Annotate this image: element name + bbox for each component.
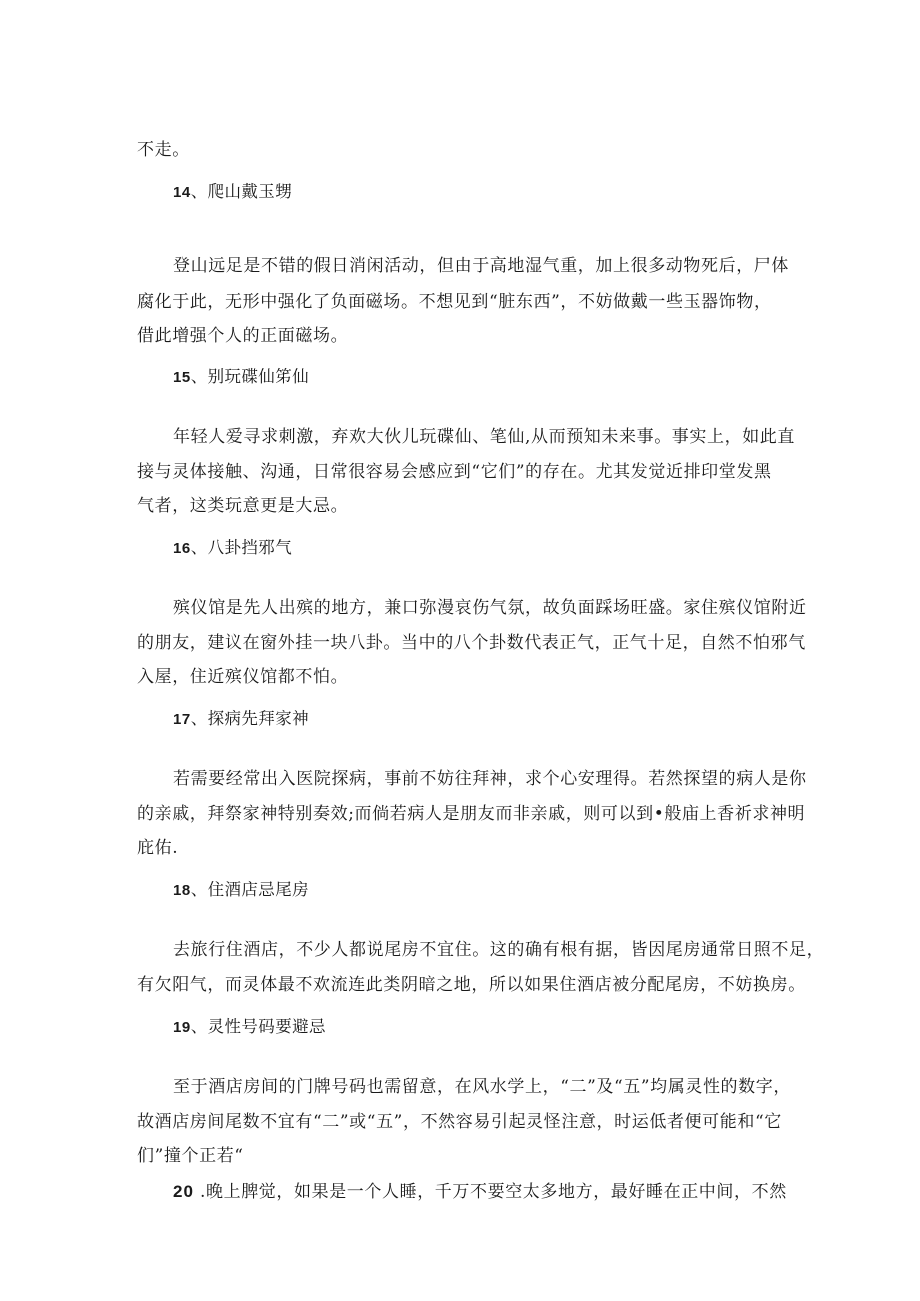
paragraph-line: 入屋，住近殡仪馆都不怕。: [137, 667, 349, 687]
section-number: 19: [173, 1019, 191, 1036]
section-title: 爬山戴玉甥: [207, 182, 293, 201]
section-heading-14: [173, 180, 292, 205]
paragraph-line: 接与灵体接触、沟通，日常很容易会感应到“它们”的存在。尤其发觉近排印堂发黑: [137, 462, 772, 482]
section-sep: 、: [190, 880, 208, 899]
section-number: 17: [173, 711, 191, 728]
section-heading-19: [173, 1015, 326, 1040]
fragment-top: 不走。: [137, 140, 190, 160]
section-heading-15: [173, 365, 309, 390]
section-title: 探病先拜家神: [207, 709, 309, 728]
section-title: 灵性号码要避忌: [207, 1017, 326, 1036]
paragraph-line: 气者，这类玩意更是大忌。: [137, 496, 349, 516]
paragraph-line: 有欠阳气，而灵体最不欢流连此类阴暗之地，所以如果住酒店被分配尾房，不妨换房。: [137, 975, 806, 995]
section-sep: 、: [190, 709, 208, 728]
item-20-number: 20: [173, 1182, 194, 1201]
section-number: 15: [173, 369, 191, 386]
section-sep: 、: [190, 182, 208, 201]
paragraph-line: 殡仪馆是先人出殡的地方，兼口弥漫哀伤气氛，故负面踩场旺盛。家住殡仪馆附近: [173, 598, 807, 618]
section-heading-17: [173, 707, 309, 732]
item-20-text: .晚上脾觉，如果是一个人睡，千万不要空太多地方，最好睡在正中间，不然: [200, 1182, 787, 1202]
section-number: 16: [173, 540, 191, 557]
section-title: 八卦挡邪气: [207, 538, 293, 557]
paragraph-line: 们”撞个正若“: [137, 1146, 244, 1166]
section-sep: 、: [190, 1017, 208, 1036]
section-heading-16: [173, 536, 292, 561]
section-number: 14: [173, 184, 191, 201]
paragraph-line: 腐化于此，无形中强化了负面磁场。不想见到“脏东西”，不妨做戴一些玉器饰物，: [137, 292, 772, 312]
paragraph-line: 故酒店房间尾数不宜有“二”或“五”，不然容易引起灵怪注意，时运低者便可能和“它: [137, 1112, 782, 1132]
paragraph-line: 的亲戚，拜祭家神特别奏效;而倘若病人是朋友而非亲戚，则可以到•般庙上香祈求神明: [137, 804, 806, 824]
paragraph-line: 的朋友，建议在窗外挂一块八卦。当中的八个卦数代表正气，正气十足，自然不怕邪气: [137, 633, 806, 653]
section-sep: 、: [190, 367, 208, 386]
section-number: 18: [173, 882, 191, 899]
section-sep: 、: [190, 538, 208, 557]
paragraph-line: 庇佑.: [137, 838, 179, 858]
paragraph-line: 年轻人爱寻求刺激，弃欢大伙儿玩碟仙、笔仙,从而预知未来事。事实上，如此直: [173, 427, 796, 447]
paragraph-line: 若需要经常出入医院探病，事前不妨往拜神，求个心安理得。若然探望的病人是你: [173, 769, 807, 789]
section-title: 别玩碟仙笫仙: [207, 367, 309, 386]
paragraph-line: 至于酒店房间的门牌号码也需留意，在风水学上，“二”及“五”均属灵性的数字，: [173, 1077, 791, 1097]
paragraph-line: 借此增强个人的正面磁场。: [137, 326, 349, 346]
section-heading-18: [173, 878, 309, 903]
section-title: 住酒店忌尾房: [207, 880, 309, 899]
paragraph-line: 登山远足是不错的假日消闲活动，但由于高地湿气重，加上很多动物死后，尸体: [173, 256, 789, 276]
paragraph-line: 去旅行住酒店，不少人都说尾房不宜住。这的确有根有据，皆因尾房通常日照不足，: [173, 940, 825, 960]
